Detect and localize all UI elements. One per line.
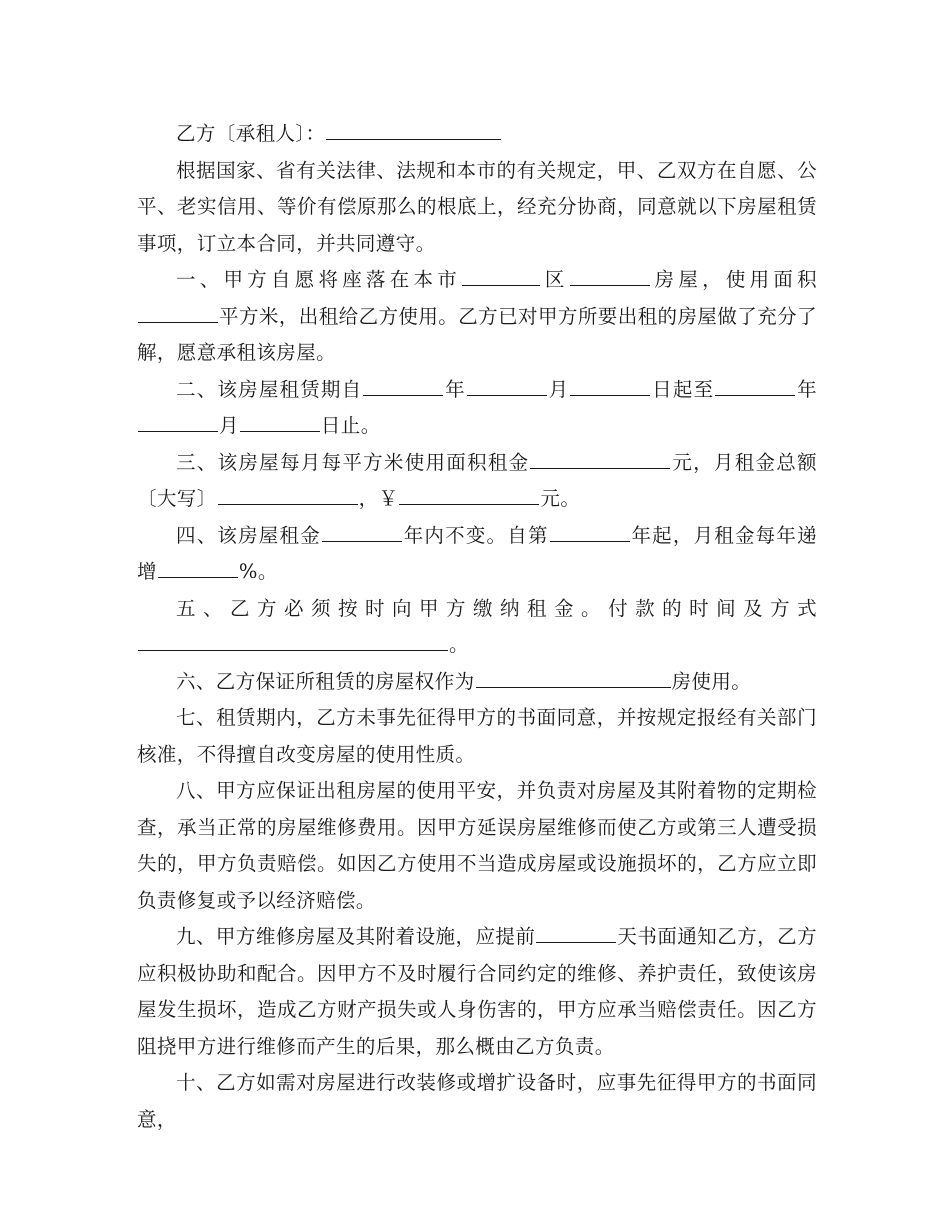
party-b-blank — [326, 121, 501, 140]
district-blank — [462, 267, 540, 286]
clause-7: 七、租赁期内，乙方未事先征得甲方的书面同意，并按规定报经有关部门核准，不得擅自改变房屋的使用性质。 — [137, 706, 817, 766]
clause-10: 十、乙方如需对房屋进行改装修或增扩设备时，应事先征得甲方的书面同意， — [137, 1071, 817, 1131]
rent-amount-blank — [399, 486, 539, 505]
clause-2: 二、该房屋租赁期自 年 月 日起至 年月 日止。 — [137, 372, 817, 445]
end-day-blank — [240, 413, 320, 432]
party-b-line — [137, 116, 817, 153]
increase-rate-blank — [158, 559, 238, 578]
start-month-blank — [467, 377, 547, 396]
clause-9: 九、甲方维修房屋及其附着设施，应提前 天书面通知乙方，乙方应积极协助和配合。因甲方不及时履行合同约定的维修、养护责任，致使该房屋发生损坏，造成乙方财产损失或人身伤害的，甲方应承当赔偿责任。因乙方阻挠甲方进行维修而产生的后果，那么概由乙方负责。 — [137, 925, 817, 1058]
increase-start-year-blank — [550, 523, 630, 542]
area-blank — [138, 304, 218, 323]
contract-body — [137, 116, 817, 1138]
preamble: 根据国家、省有关法律、法规和本市的有关规定，甲、乙双方在自愿、公平、老实信用、等价有偿原那么的根底上，经充分协商，同意就以下房屋租赁事项，订立本合同，并共同遵守。 — [137, 158, 817, 255]
clause-3: 三、该房屋每月每平方米使用面积租金 元，月租金总额〔大写〕 ，￥ 元。 — [137, 450, 817, 510]
rent-per-sqm-blank — [530, 450, 670, 469]
payment-method-blank — [138, 632, 448, 651]
clause-5: 五、乙方必须按时向甲方缴纳租金。付款的时间及方式。 — [137, 591, 817, 664]
house-blank — [570, 267, 650, 286]
rent-uppercase-blank — [218, 486, 358, 505]
usage-blank — [476, 669, 671, 688]
clause-1: 一、甲方自愿将座落在本市 区 房屋，使用面积平方米，出租给乙方使用。乙方已对甲方所要出租的房屋做了充分了解，愿意承租该房屋。 — [137, 268, 817, 364]
start-day-blank — [570, 377, 650, 396]
fixed-years-blank — [322, 523, 402, 542]
party-b-label: 乙方〔承租人〕： — [176, 122, 326, 145]
clause-8: 八、甲方应保证出租房屋的使用平安，并负责对房屋及其附着物的定期检查，承当正常的房屋维修费用。因甲方延误房屋维修而使乙方或第三人遭受损失的，甲方负责赔偿。如因乙方使用不当造成房屋或设施损坏的，乙方应立即负责修复或予以经济赔偿。 — [137, 779, 817, 912]
start-year-blank — [363, 377, 443, 396]
clause-6: 六、乙方保证所租赁的房屋权作为 房使用。 — [176, 669, 752, 693]
end-year-blank — [715, 377, 795, 396]
clause-4: 四、该房屋租金 年内不变。自第 年起，月租金每年递增 %。 — [137, 523, 817, 583]
notice-days-blank — [536, 924, 616, 943]
end-month-blank — [138, 413, 218, 432]
